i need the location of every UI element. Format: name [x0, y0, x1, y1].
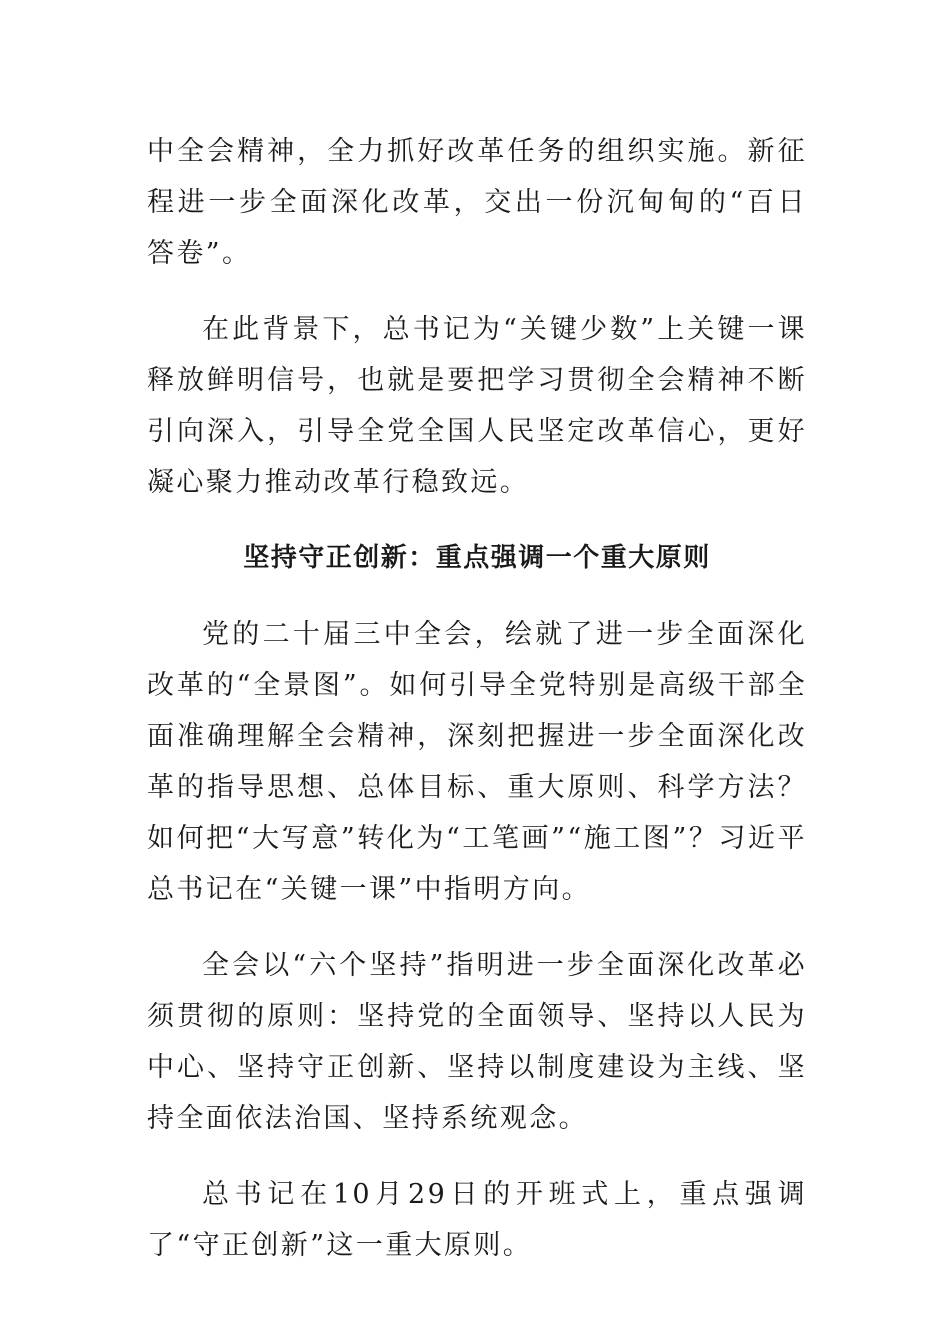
document-body [147, 126, 807, 1296]
paragraph-2: 在此背景下，总书记为“关键少数”上关键一课释放鲜明信号，也就是要把学习贯彻全会精神不断引向深入，引导全党全国人民坚定改革信心，更好凝心聚力推动改革行稳致远。 [147, 314, 807, 498]
paragraph-4: 全会以“六个坚持”指明进一步全面深化改革必须贯彻的原则：坚持党的全面领导、坚持以人民为中心、坚持守正创新、坚持以制度建设为主线、坚持全面依法治国、坚持系统观念。 [147, 950, 807, 1134]
section-heading: 坚持守正创新：重点强调一个重大原则 [243, 543, 711, 573]
paragraph-1: 中全会精神，全力抓好改革任务的组织实施。新征程进一步全面深化改革，交出一份沉甸甸的“百日答卷”。 [147, 136, 807, 269]
paragraph-5: 总书记在10月29日的开班式上，重点强调了“守正创新”这一重大原则。 [147, 1179, 807, 1261]
paragraph-3: 党的二十届三中全会，绘就了进一步全面深化改革的“全景图”。如何引导全党特别是高级干部全面准确理解全会精神，深刻把握进一步全面深化改革的指导思想、总体目标、重大原则、科学方法？如何把“大写意”转化为“工笔画”“施工图”？习近平总书记在“关键一课”中指明方向。 [147, 619, 807, 905]
